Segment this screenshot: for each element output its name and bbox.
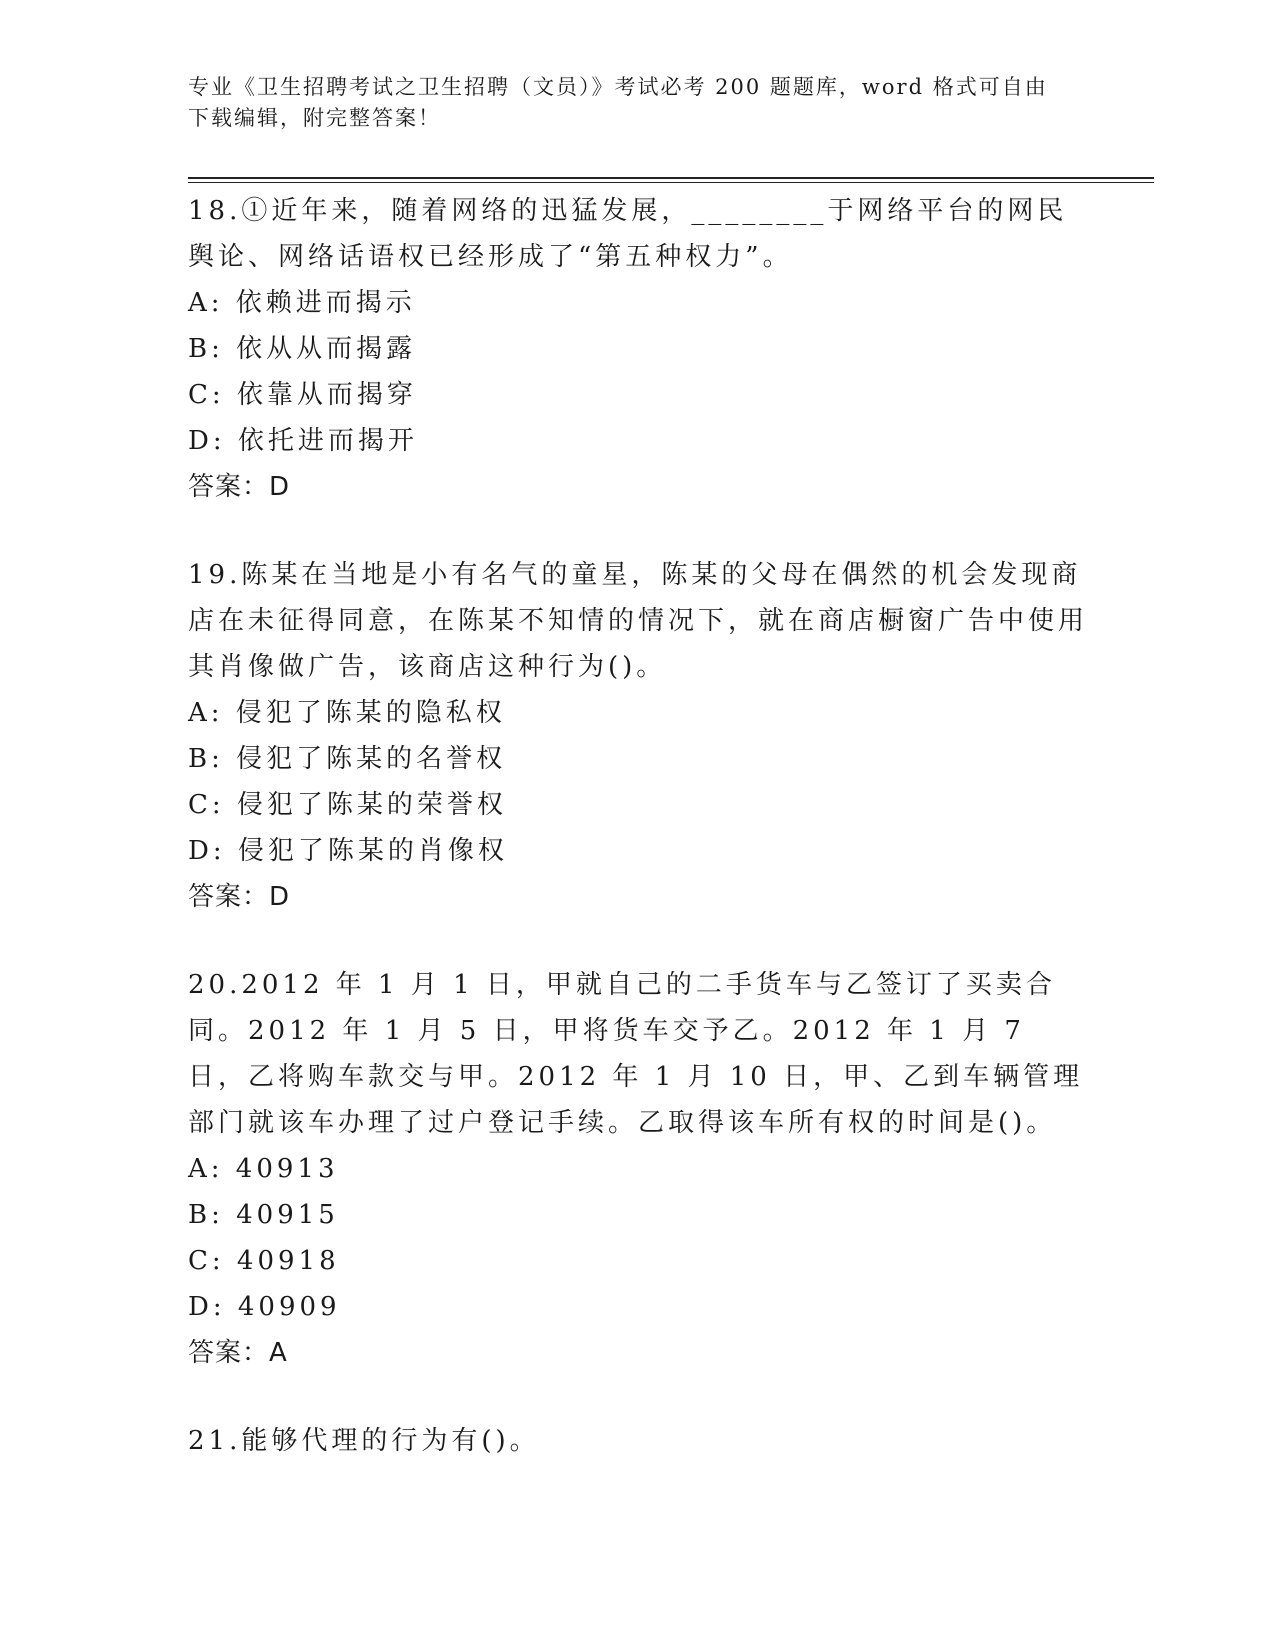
option-b: B: 依从从而揭露 [188,334,417,364]
answer-line: 答案：A [188,1338,288,1368]
option-c: C: 依靠从而揭穿 [188,380,417,410]
option-d: D: 40909 [188,1292,341,1322]
answer-line: 答案：D [188,882,291,912]
question-stem: 18.①近年来，随着网络的迅猛发展，________于网络平台的网民舆论、网络话语权已经形成了“第五种权力”。 [188,196,1068,272]
question-stem: 20.2012 年 1 月 1 日，甲就自己的二手货车与乙签订了买卖合同。2012 年 1 月 5 日，甲将货车交予乙。2012 年 1 月 7 日，乙将购车款交与甲。2012 年 1 月 10 日，甲、乙到车辆管理部门就该车办理了过户登记手续。乙取得该车所有权的时间是()。 [188,970,1084,1138]
question-list [188,188,1088,1464]
header-divider-thick [188,177,1154,179]
option-a: A: 侵犯了陈某的隐私权 [188,698,506,728]
spacer [188,510,1088,552]
question-stem: 19.陈某在当地是小有名气的童星，陈某的父母在偶然的机会发现商店在未征得同意，在陈某不知情的情况下，就在商店橱窗广告中使用其肖像做广告，该商店这种行为()。 [188,560,1089,682]
option-b: B: 侵犯了陈某的名誉权 [188,744,507,774]
option-a: A: 40913 [188,1154,339,1184]
question-20 [188,962,1088,1376]
question-19 [188,552,1088,920]
option-a: A: 依赖进而揭示 [188,288,416,318]
header-divider-thin [188,182,1154,183]
question-21 [188,1418,1088,1464]
document-header: 专业《卫生招聘考试之卫生招聘（文员）》考试必考 200 题题库，word 格式可自由下载编辑，附完整答案！ [188,75,1048,130]
option-c: C: 40918 [188,1246,340,1276]
option-d: D: 侵犯了陈某的肖像权 [188,836,508,866]
question-stem: 21.能够代理的行为有()。 [188,1426,540,1456]
option-c: C: 侵犯了陈某的荣誉权 [188,790,507,820]
option-b: B: 40915 [188,1200,339,1230]
spacer [188,1376,1088,1418]
question-18 [188,188,1088,510]
spacer [188,920,1088,962]
option-d: D: 依托进而揭开 [188,426,418,456]
answer-line: 答案：D [188,472,291,502]
